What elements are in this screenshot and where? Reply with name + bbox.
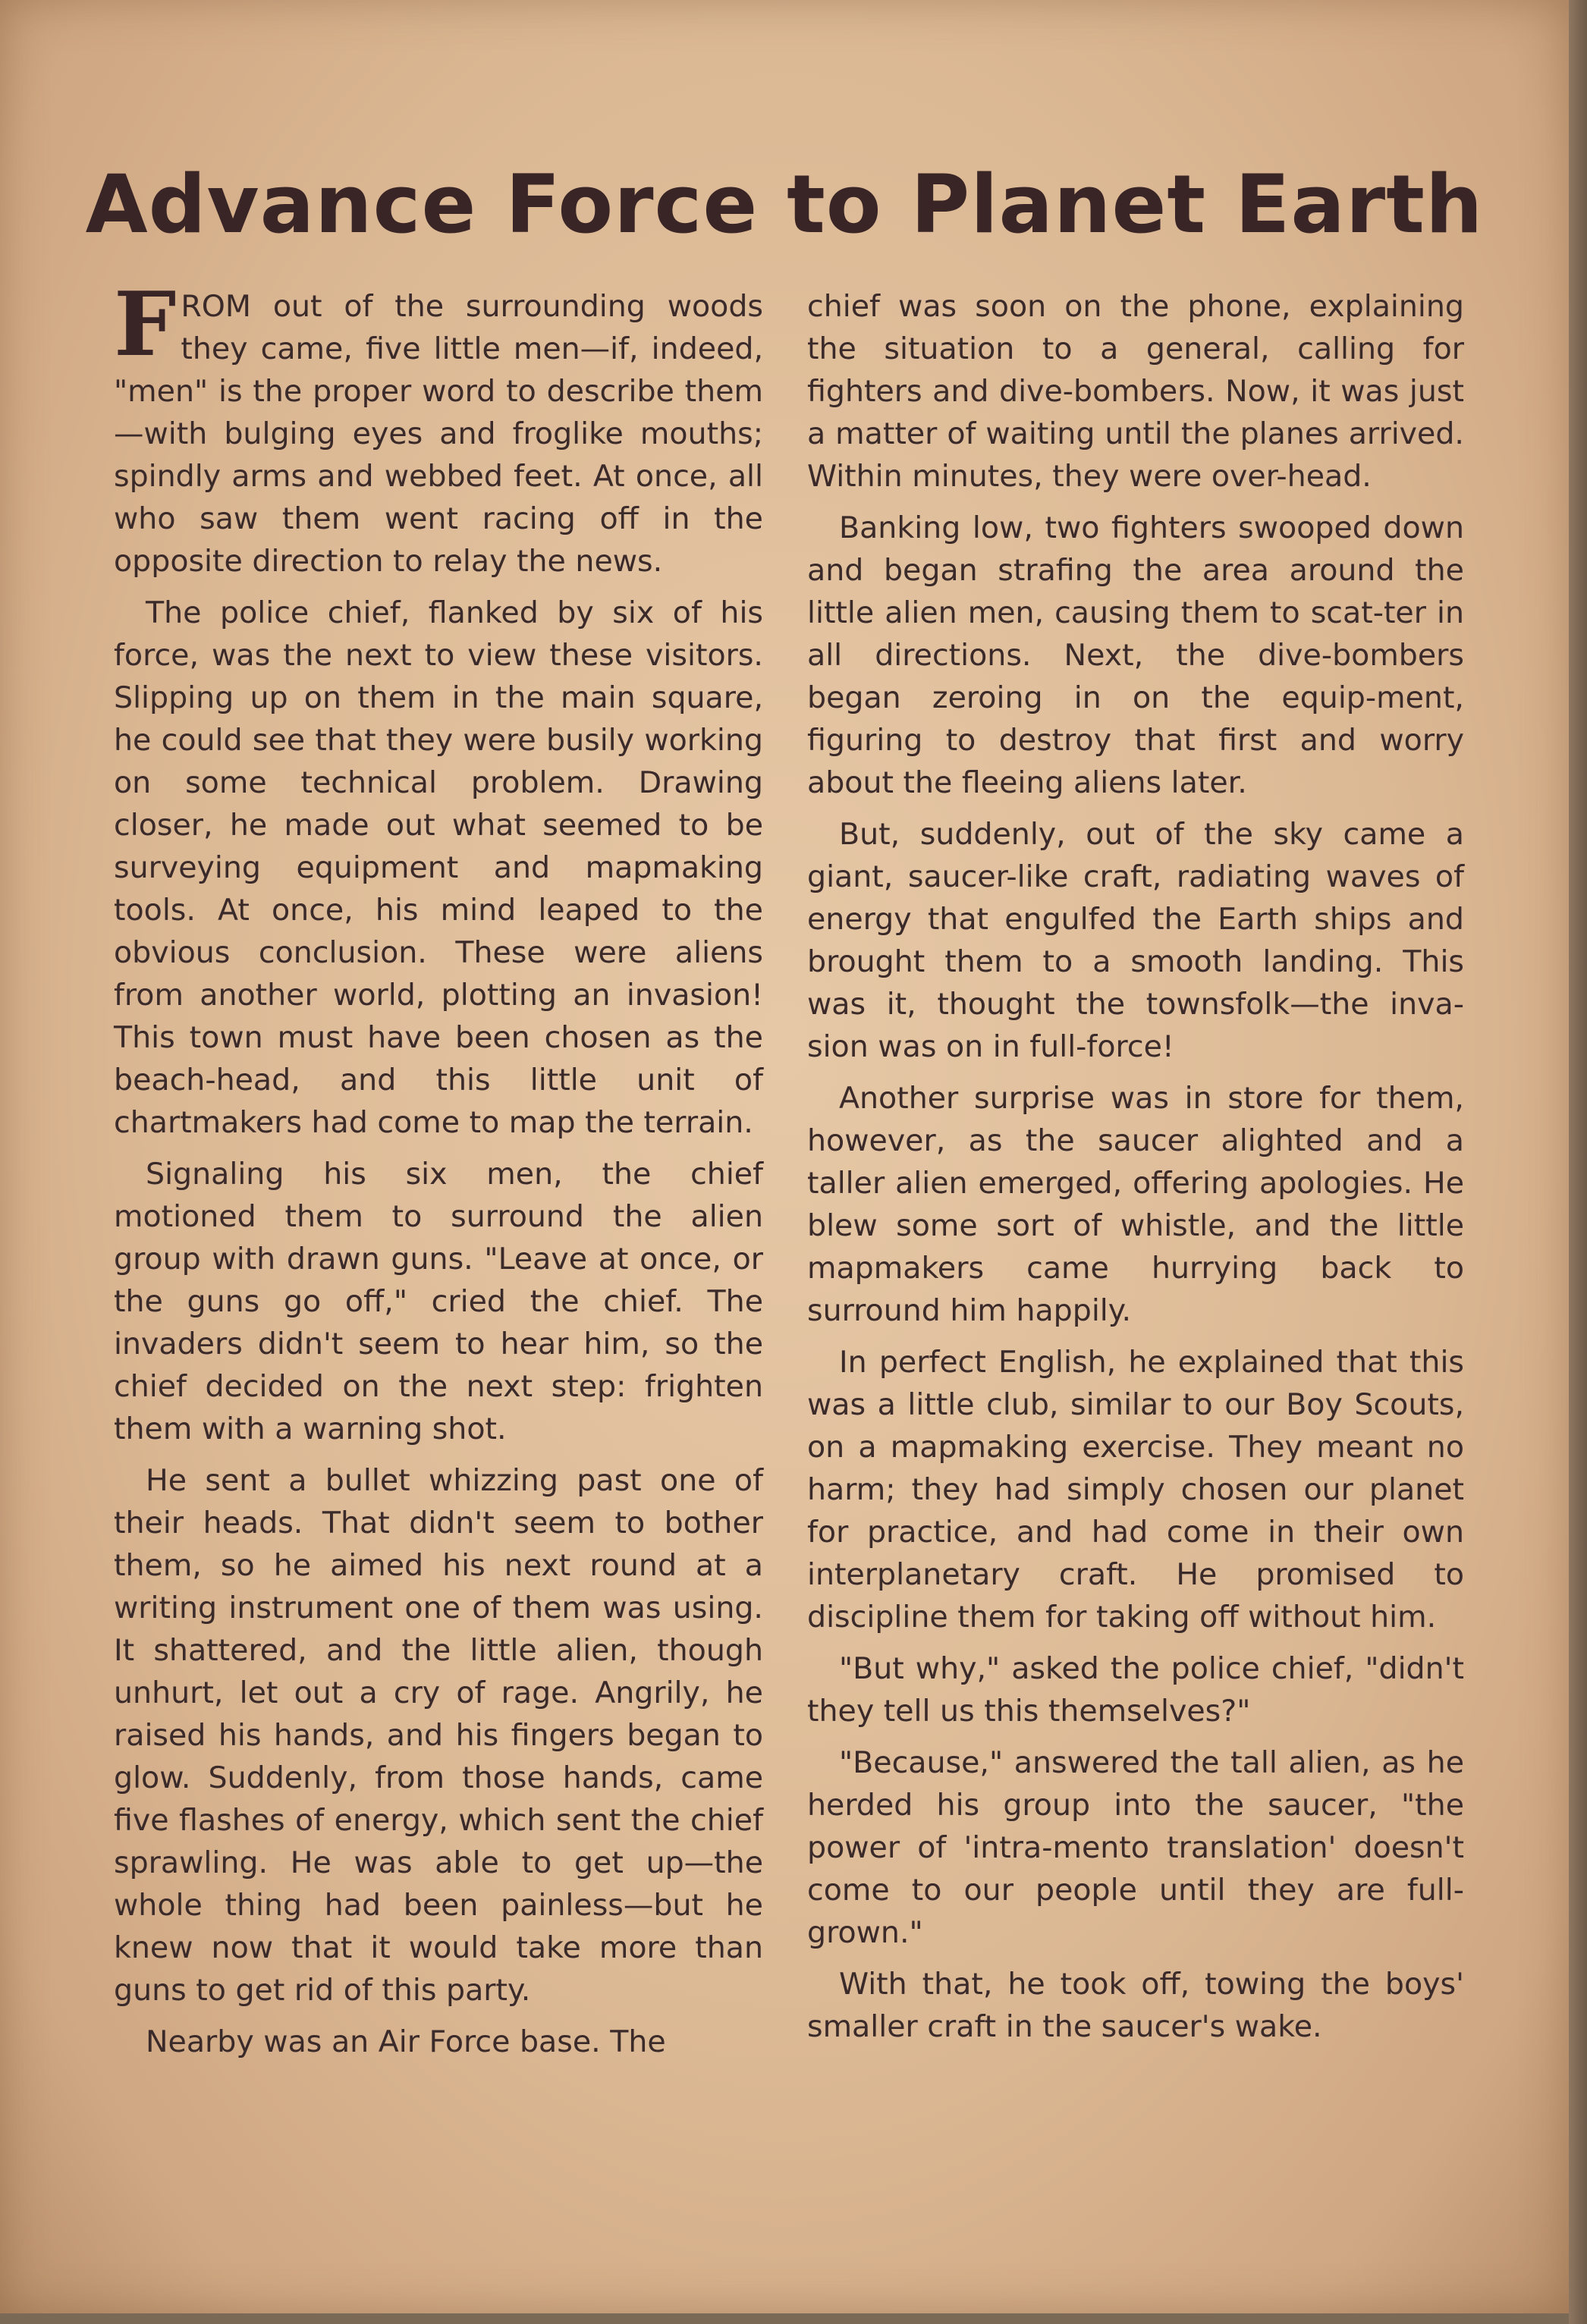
paragraph-11: "But why," asked the police chief, "didn't they tell us this themselves?" <box>807 1651 1464 1729</box>
right-column <box>807 285 1464 2057</box>
paragraph-4: He sent a bullet whizzing past one of their heads. That didn't seem to bother them, so he aimed his next round at a writing instrument one of them was using. It shattered, and the little alien, though unhurt, let out a cry of rage. Angrily, he raised his hands, and his fingers began to glow. Suddenly, from those hands, came five flashes of energy, which sent the chief sprawling. He was able to get up—the whole thing had been painless—but he knew now that it would take more than guns to get rid of this party. <box>114 1463 763 2008</box>
paragraph-6: chief was soon on the phone, explaining the situation to a general, calling for fighters and dive-bombers. Now, it was just a matter of waiting until the planes arrived. Within minutes, they were over-head. <box>807 289 1464 494</box>
paragraph-3: Signaling his six men, the chief motioned them to surround the alien group with drawn guns. "Leave at once, or the guns go off," cried the chief. The invaders didn't seem to hear him, so the chief decided on the next step: frighten them with a warning shot. <box>114 1157 763 1446</box>
paragraph-2: The police chief, flanked by six of his force, was the next to view these visitors. Slipping up on them in the main square, he could see that they were busily working on some technical problem. Drawing closer, he made out what seemed to be surveying equipment and mapmaking tools. At once, his mind leaped to the obvious conclusion. These were aliens from another world, plotting an invasion! This town must have been chosen as the beach-head, and this little unit of chartmakers had come to map the terrain. <box>114 595 763 1140</box>
paragraph-1-text: out of the surrounding woods they came, five little men—if, indeed, "men" is the proper word to describe them—with bulging eyes and froglike mouths; spindly arms and webbed feet. At once, all who saw them went racing off in the opposite direction to relay the news. <box>114 289 763 579</box>
paragraph-13: With that, he took off, towing the boys' smaller craft in the saucer's wake. <box>807 1967 1464 2044</box>
paragraph-12: "Because," answered the tall alien, as he herded his group into the saucer, "the power of 'intra-mento translation' doesn't come to our people until they are full-grown." <box>807 1745 1464 1950</box>
paragraph-1 <box>114 273 763 583</box>
paragraph-7: Banking low, two fighters swooped down and began strafing the area around the little alien men, causing them to scat-ter in all directions. Next, the dive-bombers began zeroing in on the equip-ment, figuring to destroy that first and worry about the fleeing aliens later. <box>807 510 1464 800</box>
paragraph-5: Nearby was an Air Force base. The <box>146 2024 666 2059</box>
left-column <box>114 273 763 2072</box>
paragraph-8: But, suddenly, out of the sky came a giant, saucer-like craft, radiating waves of energy that engulfed the Earth ships and brought them to a smooth landing. This was it, thought the townsfolk—the inva-sion was on in full-force! <box>807 817 1464 1064</box>
drop-cap: F <box>114 273 177 376</box>
paragraph-9: Another surprise was in store for them, however, as the saucer alighted and a taller alien emerged, offering apologies. He blew some sort of whistle, and the little mapmakers came hurrying back to surround him happily. <box>807 1081 1464 1328</box>
lead-word: ROM <box>181 289 251 324</box>
story-title: Advance Force to Planet Earth <box>85 158 1484 251</box>
paragraph-10: In perfect English, he explained that this was a little club, similar to our Boy Scouts, on a mapmaking exercise. They meant no harm; they had simply chosen our planet for practice, and had come in their own interplanetary craft. He promised to discipline them for taking off without him. <box>807 1345 1464 1635</box>
page-edge <box>1569 0 1587 2324</box>
